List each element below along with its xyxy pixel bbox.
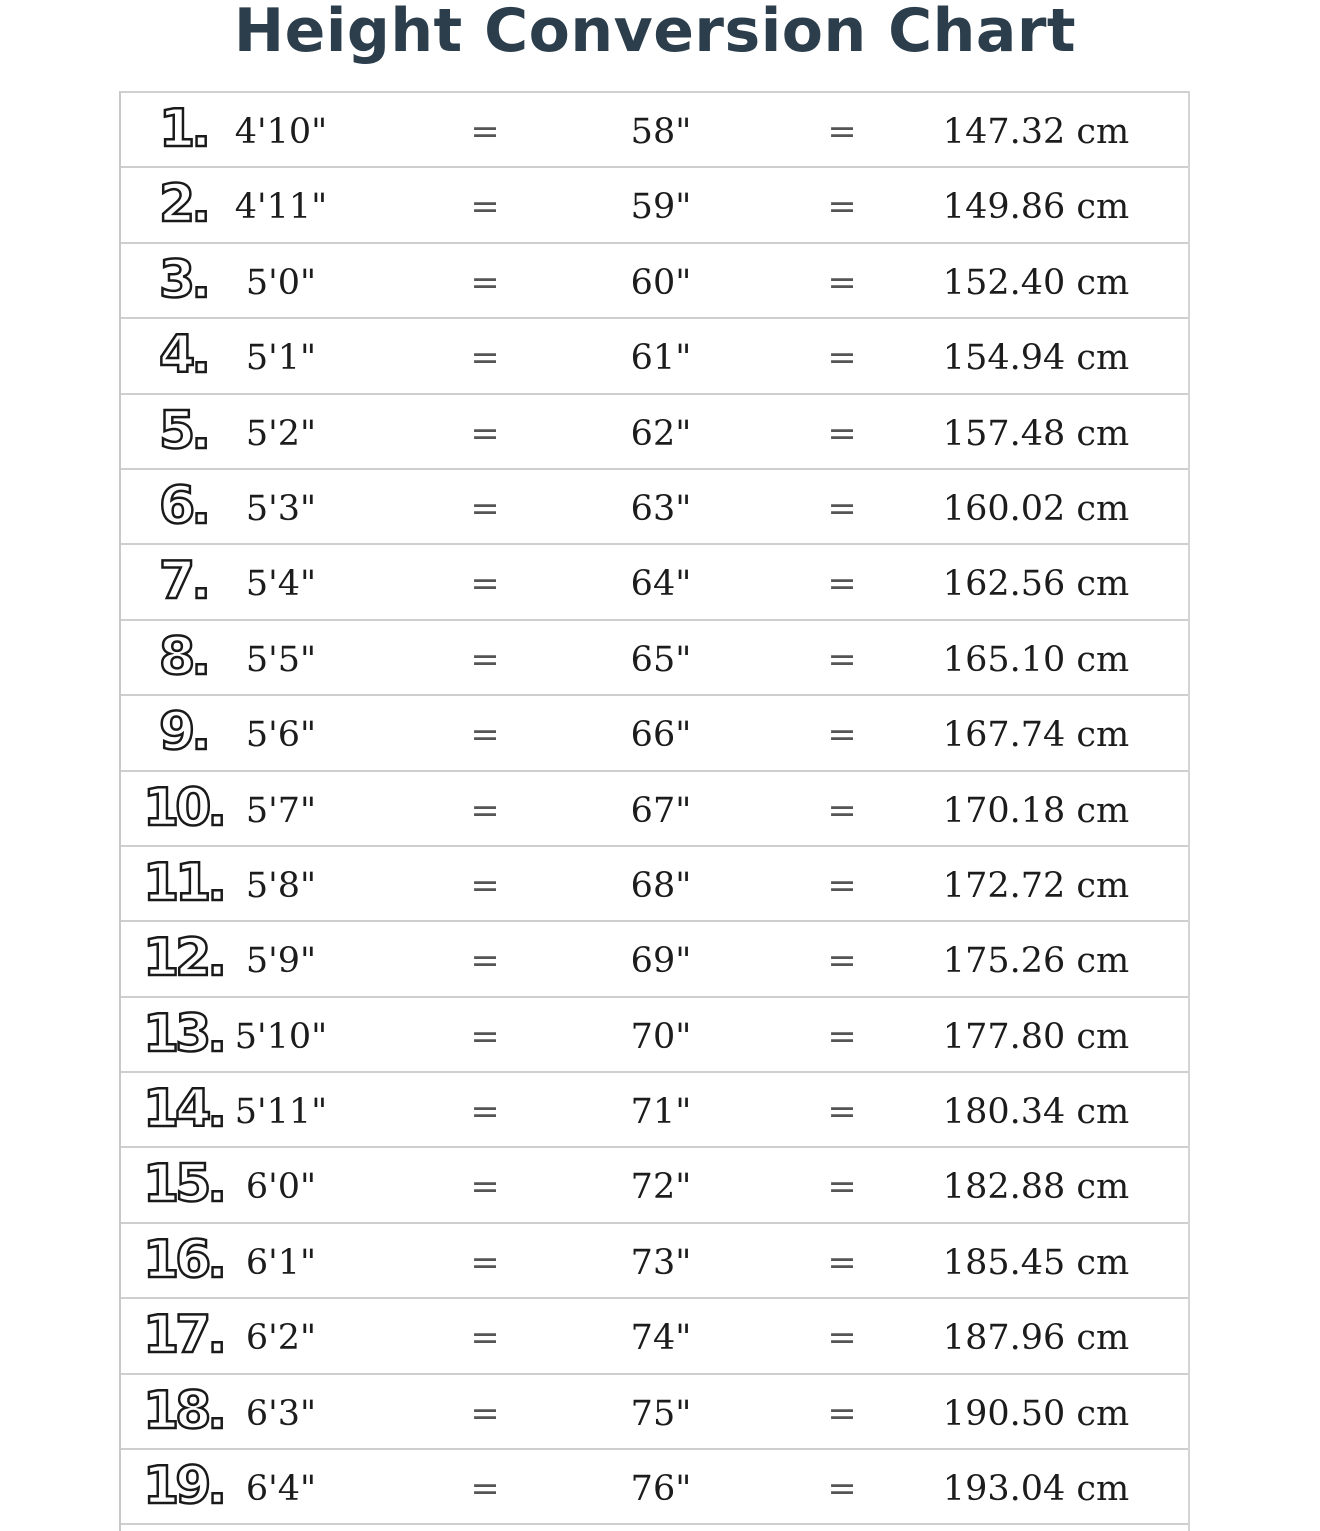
inches-value: 69" <box>630 941 692 982</box>
inches-value: 58" <box>630 112 692 152</box>
centimeters-value: 160.02 cm <box>942 488 1130 529</box>
equals-sign: = <box>470 1016 500 1057</box>
inches-value: 63" <box>630 488 692 529</box>
feet-inches-value: 5'11" <box>234 1092 328 1133</box>
equals-sign: = <box>470 262 500 303</box>
row-number: 7. <box>159 551 207 612</box>
equals-sign: = <box>827 338 857 379</box>
table-row <box>121 847 1188 922</box>
equals-sign: = <box>470 865 500 906</box>
centimeters-value: 154.94 cm <box>942 338 1130 379</box>
row-number: 14. <box>142 1079 224 1140</box>
feet-inches-value: 4'11" <box>234 187 328 228</box>
feet-inches-value: 5'2" <box>245 413 317 454</box>
row-number: 12. <box>142 928 224 989</box>
feet-inches-value: 5'8" <box>245 865 317 906</box>
table-row <box>121 545 1188 620</box>
row-number: 13. <box>142 1003 224 1064</box>
equals-sign: = <box>470 187 500 228</box>
feet-inches-value: 5'1" <box>245 338 317 379</box>
row-number: 8. <box>159 626 207 687</box>
equals-sign: = <box>827 865 857 906</box>
row-number: 6. <box>159 475 207 536</box>
page-title: Height Conversion Chart <box>233 0 1077 66</box>
table-row <box>121 772 1188 847</box>
inches-value: 67" <box>630 790 692 831</box>
conversion-table <box>119 91 1190 1531</box>
feet-inches-value: 6'0" <box>245 1167 317 1208</box>
table-row <box>121 244 1188 319</box>
feet-inches-value: 6'2" <box>245 1318 317 1359</box>
table-row <box>121 1148 1188 1223</box>
centimeters-value: 175.26 cm <box>942 941 1130 982</box>
equals-sign: = <box>827 1318 857 1359</box>
centimeters-value: 172.72 cm <box>942 865 1130 906</box>
row-number: 5. <box>159 400 207 461</box>
table-row <box>121 998 1188 1073</box>
inches-value: 65" <box>630 639 692 680</box>
feet-inches-value: 5'4" <box>245 564 317 605</box>
centimeters-value: 190.50 cm <box>942 1393 1130 1434</box>
row-number: 4. <box>159 325 207 386</box>
centimeters-value: 170.18 cm <box>942 790 1130 831</box>
equals-sign: = <box>470 790 500 831</box>
feet-inches-value: 5'5" <box>245 639 317 680</box>
table-row <box>121 1299 1188 1374</box>
row-number: 9. <box>159 702 207 763</box>
equals-sign: = <box>470 112 500 152</box>
equals-sign: = <box>470 1242 500 1283</box>
row-number: 16. <box>142 1229 224 1290</box>
centimeters-value: 193.04 cm <box>942 1469 1130 1510</box>
row-number: 1. <box>159 99 207 159</box>
inches-value: 62" <box>630 413 692 454</box>
table-row <box>121 93 1188 168</box>
equals-sign: = <box>827 1469 857 1510</box>
equals-sign: = <box>827 488 857 529</box>
centimeters-value: 167.74 cm <box>942 715 1130 756</box>
row-number: 10. <box>142 777 224 838</box>
inches-value: 59" <box>630 187 692 228</box>
equals-sign: = <box>470 564 500 605</box>
feet-inches-value: 5'9" <box>245 941 317 982</box>
equals-sign: = <box>827 639 857 680</box>
table-row <box>121 696 1188 771</box>
row-number: 17. <box>142 1305 224 1366</box>
equals-sign: = <box>827 262 857 303</box>
row-number: 18. <box>142 1380 224 1441</box>
inches-value: 66" <box>630 715 692 756</box>
feet-inches-value: 5'3" <box>245 488 317 529</box>
feet-inches-value: 5'7" <box>245 790 317 831</box>
centimeters-value: 157.48 cm <box>942 413 1130 454</box>
equals-sign: = <box>470 338 500 379</box>
equals-sign: = <box>470 1092 500 1133</box>
feet-inches-value: 6'4" <box>245 1469 317 1510</box>
inches-value: 73" <box>630 1242 692 1283</box>
inches-value: 74" <box>630 1318 692 1359</box>
row-number: 19. <box>142 1456 224 1517</box>
centimeters-value: 149.86 cm <box>942 187 1130 228</box>
centimeters-value: 182.88 cm <box>942 1167 1130 1208</box>
table-row <box>121 395 1188 470</box>
table-row <box>121 1450 1188 1525</box>
equals-sign: = <box>827 1016 857 1057</box>
equals-sign: = <box>470 715 500 756</box>
feet-inches-value: 5'6" <box>245 715 317 756</box>
row-number: 11. <box>142 852 224 913</box>
centimeters-value: 165.10 cm <box>942 639 1130 680</box>
equals-sign: = <box>827 790 857 831</box>
centimeters-value: 187.96 cm <box>942 1318 1130 1359</box>
centimeters-value: 185.45 cm <box>942 1242 1130 1283</box>
equals-sign: = <box>470 1393 500 1434</box>
equals-sign: = <box>827 187 857 228</box>
equals-sign: = <box>470 1318 500 1359</box>
equals-sign: = <box>827 112 857 152</box>
table-row <box>121 470 1188 545</box>
inches-value: 76" <box>630 1469 692 1510</box>
centimeters-value: 180.34 cm <box>942 1092 1130 1133</box>
equals-sign: = <box>470 941 500 982</box>
inches-value: 68" <box>630 865 692 906</box>
feet-inches-value: 6'1" <box>245 1242 317 1283</box>
equals-sign: = <box>827 715 857 756</box>
equals-sign: = <box>470 488 500 529</box>
equals-sign: = <box>827 1393 857 1434</box>
feet-inches-value: 5'0" <box>245 262 317 303</box>
equals-sign: = <box>470 413 500 454</box>
equals-sign: = <box>470 639 500 680</box>
inches-value: 64" <box>630 564 692 605</box>
table-row <box>121 1224 1188 1299</box>
equals-sign: = <box>827 413 857 454</box>
inches-value: 75" <box>630 1393 692 1434</box>
equals-sign: = <box>827 1242 857 1283</box>
centimeters-value: 147.32 cm <box>942 112 1130 152</box>
inches-value: 70" <box>630 1016 692 1057</box>
row-number: 3. <box>159 249 207 310</box>
equals-sign: = <box>470 1167 500 1208</box>
feet-inches-value: 5'10" <box>234 1016 328 1057</box>
feet-inches-value: 6'3" <box>245 1393 317 1434</box>
inches-value: 60" <box>630 262 692 303</box>
centimeters-value: 152.40 cm <box>942 262 1130 303</box>
row-number: 2. <box>159 174 207 235</box>
table-row <box>121 1073 1188 1148</box>
table-row <box>121 922 1188 997</box>
table-row <box>121 168 1188 243</box>
centimeters-value: 177.80 cm <box>942 1016 1130 1057</box>
table-row <box>121 319 1188 394</box>
equals-sign: = <box>827 941 857 982</box>
table-row <box>121 621 1188 696</box>
equals-sign: = <box>827 1167 857 1208</box>
centimeters-value: 162.56 cm <box>942 564 1130 605</box>
table-row <box>121 1375 1188 1450</box>
feet-inches-value: 4'10" <box>234 112 328 152</box>
row-number: 15. <box>142 1154 224 1215</box>
inches-value: 71" <box>630 1092 692 1133</box>
equals-sign: = <box>827 1092 857 1133</box>
inches-value: 72" <box>630 1167 692 1208</box>
inches-value: 61" <box>630 338 692 379</box>
equals-sign: = <box>827 564 857 605</box>
equals-sign: = <box>470 1469 500 1510</box>
